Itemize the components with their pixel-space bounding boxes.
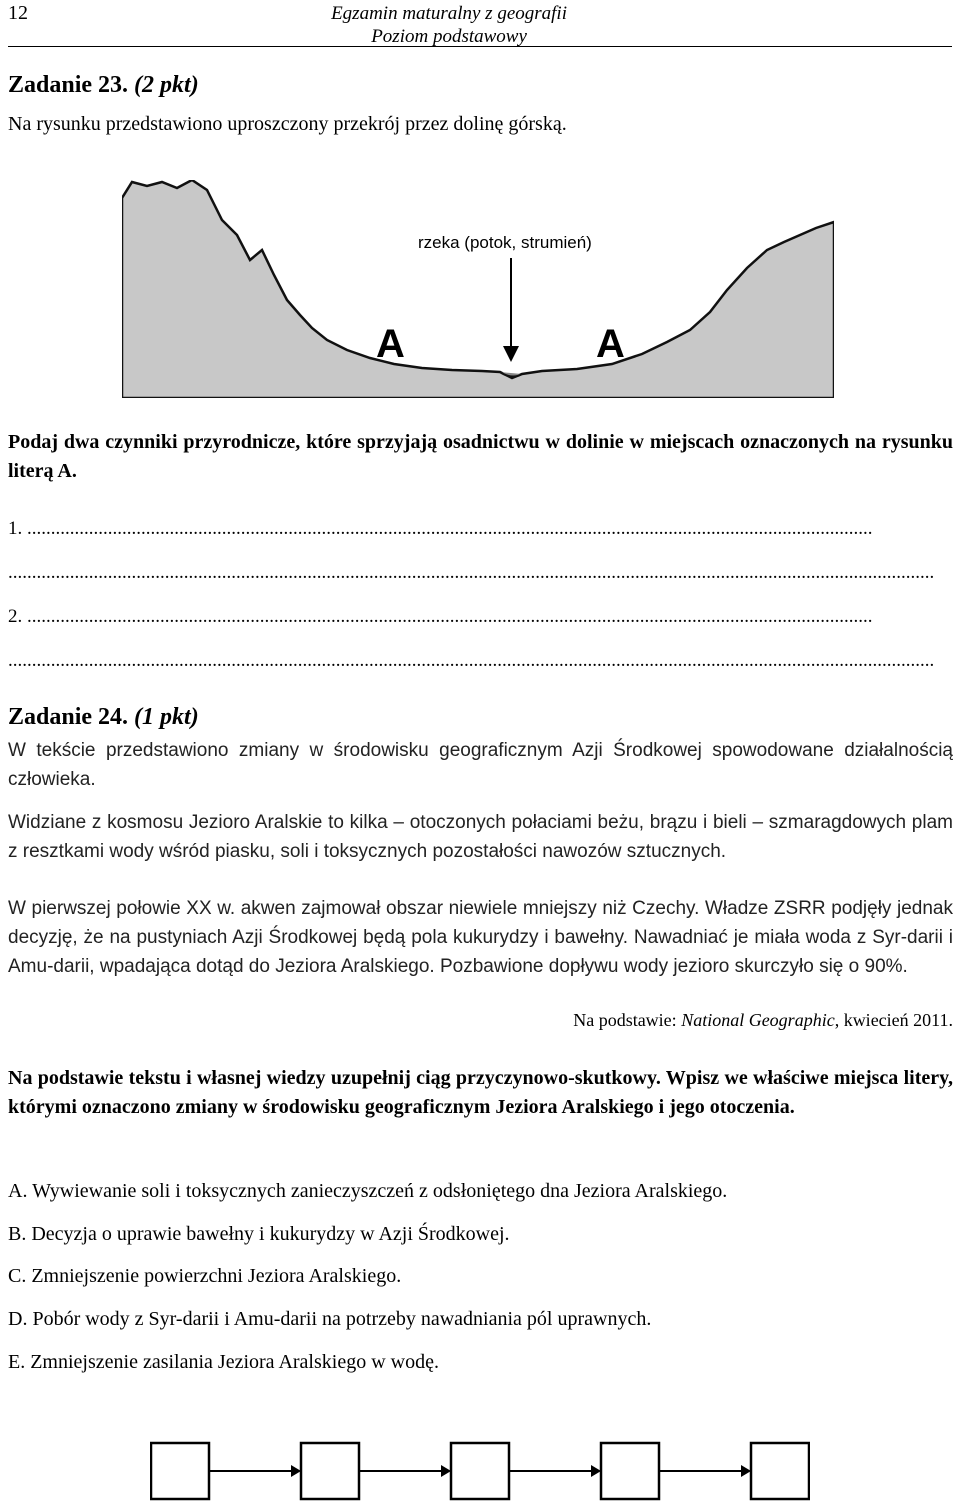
option-e: E. Zmniejszenie zasilania Jeziora Aralskiego w wodę. (8, 1351, 439, 1373)
chain-box-1[interactable] (151, 1443, 209, 1499)
page-header (8, 0, 952, 47)
task24-text-p1: Widziane z kosmosu Jezioro Aralskie to kilka – otoczonych połaciami beżu, brązu i bieli – szmaragdowych plam z resztkami wody wśród piasku, soli i toksycznych pozostałości nawozów sztucznych. (8, 812, 953, 862)
source-title: National Geographic (681, 1010, 835, 1030)
chain-arrowhead-2 (441, 1465, 451, 1477)
chain-arrowhead-4 (741, 1465, 751, 1477)
task23-question: Podaj dwa czynniki przyrodnicze, które sprzyjają osadnictwu w dolinie w miejscach oznaczonych na rysunku literą A. (8, 431, 953, 482)
source-citation: Na podstawie: National Geographic, kwiecień 2011. (573, 1010, 953, 1030)
header-title-block (331, 2, 567, 48)
task24-instruction: Na podstawie tekstu i własnej wiedzy uzupełnij ciąg przyczynowo-skutkowy. Wpisz we właściwe miejsca litery, którymi oznaczono zmiany w środowisku geograficznym Jeziora Aralskiego i jego otoczenia. (8, 1067, 953, 1118)
chain-arrowhead-1 (291, 1465, 301, 1477)
chain-arrowhead-3 (591, 1465, 601, 1477)
option-d: D. Pobór wody z Syr-darii i Amu-darii na potrzeby nawadniania pól uprawnych. (8, 1308, 652, 1330)
task23-title: Zadanie 23. (2 pkt) (8, 72, 199, 98)
option-a: A. Wywiewanie soli i toksycznych zanieczyszczeń z odsłoniętego dna Jeziora Aralskiego. (8, 1180, 728, 1202)
task23-points: (2 pkt) (134, 72, 199, 98)
task23-intro: Na rysunku przedstawiono uproszczony przekrój przez dolinę górską. (8, 113, 567, 135)
answer-line-2-cont[interactable]: ................................................................................................................................................................................................... (8, 650, 935, 671)
option-b: B. Decyzja o uprawie bawełny i kukurydzy w Azji Środkowej. (8, 1223, 510, 1245)
exam-level: Poziom podstawowy (371, 26, 527, 47)
page-number: 12 (8, 2, 28, 24)
exam-title: Egzamin maturalny z geografii (331, 3, 567, 24)
chain-box-2[interactable] (301, 1443, 359, 1499)
valley-cross-section-diagram (122, 180, 834, 398)
chain-box-4[interactable] (601, 1443, 659, 1499)
label-a-left: A (376, 322, 405, 366)
chain-box-5[interactable] (751, 1443, 809, 1499)
answer-line-1[interactable]: 1. .................................................................................................................................................................................. (8, 518, 873, 539)
river-label: rzeka (potok, strumień) (418, 233, 592, 252)
chain-box-3[interactable] (451, 1443, 509, 1499)
task24-title: Zadanie 24. (1 pkt) (8, 704, 199, 730)
task24-intro: W tekście przedstawiono zmiany w środowisku geograficznym Azji Środkowej spowodowane działalnością człowieka. (8, 740, 953, 790)
option-c: C. Zmniejszenie powierzchni Jeziora Aralskiego. (8, 1265, 402, 1287)
task24-text-p2: W pierwszej połowie XX w. akwen zajmował obszar niewiele mniejszy niż Czechy. Władze ZSRR podjęły jednak decyzję, że na pustyniach Azji Środkowej będą pola kukurydzy i bawełny. Nawadniać je miała woda z Syr-darii i Amu-darii, wpadająca dotąd do Jeziora Aralskiego. Pozbawione dopływu wody jezioro skurczyło się o 90%. (8, 898, 953, 977)
answer-line-2[interactable]: 2. .................................................................................................................................................................................. (8, 606, 873, 627)
label-a-right: A (596, 322, 625, 366)
task24-points: (1 pkt) (134, 704, 199, 730)
cause-effect-chain (150, 1440, 810, 1502)
answer-line-1-cont[interactable]: ................................................................................................................................................................................................... (8, 562, 935, 583)
